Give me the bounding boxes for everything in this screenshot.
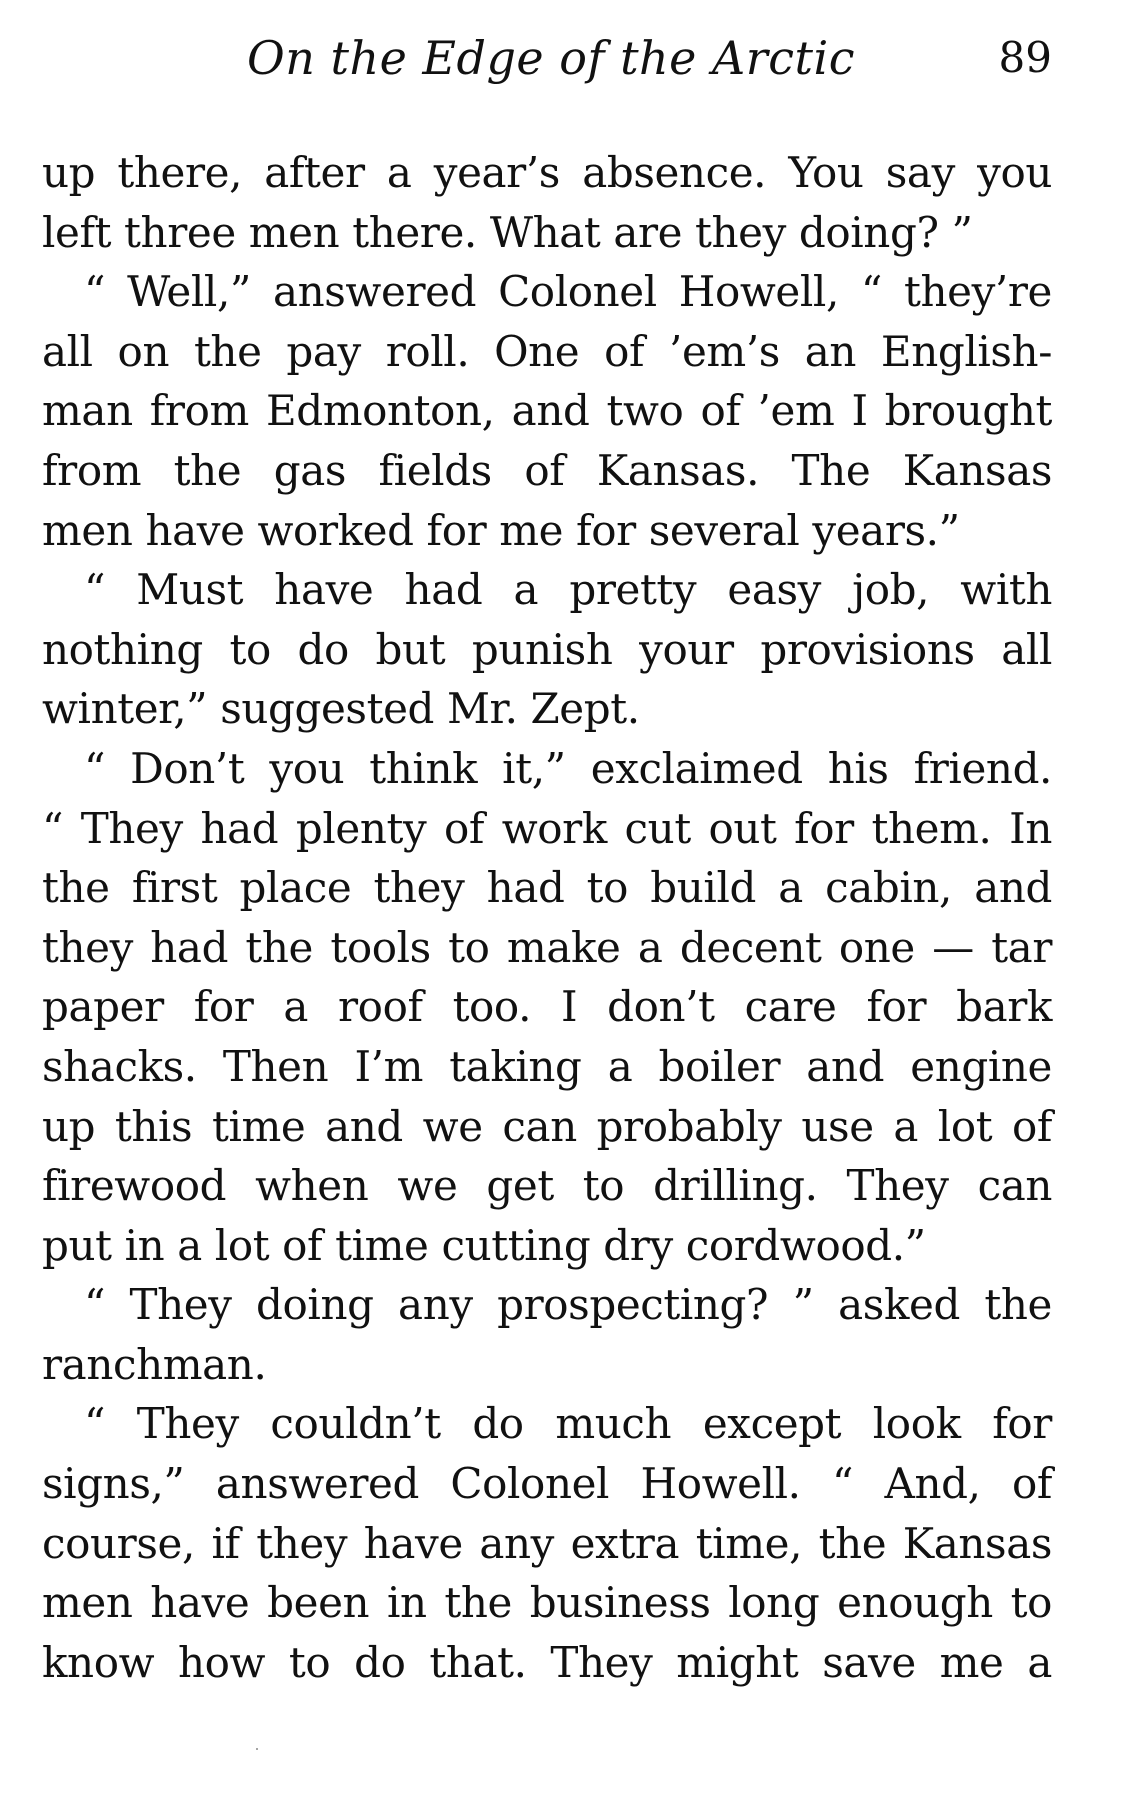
text-line: “ Well,” answered Colonel Howell, “ they’re (84, 267, 1052, 317)
text-line: firewood when we get to drilling. They can (42, 1161, 1052, 1211)
text-line: they had the tools to make a decent one — tar (42, 922, 1052, 972)
text-line: paper for a roof too. I don’t care for bark (42, 982, 1052, 1032)
text-line: up there, after a year’s absence. You say you (42, 148, 1052, 197)
text-line: ranchman. (42, 1339, 267, 1389)
text-line: “ They doing any prospecting? ” asked the (84, 1280, 1052, 1330)
text-line: up this time and we can probably use a lot of (42, 1101, 1052, 1151)
body-text (42, 143, 1052, 1692)
text-line: shacks. Then I’m taking a boiler and engine (42, 1041, 1052, 1091)
text-line: know how to do that. They might save me a (42, 1637, 1052, 1687)
text-line: the first place they had to build a cabin, and (42, 863, 1052, 913)
text-line: put in a lot of time cutting dry cordwood.” (42, 1220, 926, 1270)
text-line: course, if they have any extra time, the Kansas (42, 1518, 1052, 1568)
text-line: “ Don’t you think it,” exclaimed his friend. (84, 743, 1052, 793)
text-line: men have worked for me for several years.” (42, 505, 960, 555)
text-line: man from Edmonton, and two of ’em I brought (42, 386, 1052, 436)
text-line: men have been in the business long enough to (42, 1578, 1052, 1628)
text-line: “ They had plenty of work cut out for them. In (42, 803, 1052, 853)
page-number: 89 (998, 33, 1052, 82)
text-line: “ They couldn’t do much except look for (84, 1399, 1052, 1449)
text-line: signs,” answered Colonel Howell. “ And, of (42, 1459, 1052, 1509)
text-line: nothing to do but punish your provisions all (42, 624, 1052, 674)
page-header (42, 28, 1052, 88)
running-title: On the Edge of the Arctic (247, 31, 855, 85)
text-line: winter,” suggested Mr. Zept. (42, 684, 640, 734)
text-line: “ Must have had a pretty easy job, with (84, 565, 1052, 615)
text-line: left three men there. What are they doing? ” (42, 207, 973, 257)
print-speck (256, 1748, 258, 1750)
text-line: all on the pay roll. One of ’em’s an English- (42, 326, 1052, 376)
text-line: from the gas fields of Kansas. The Kansas (42, 445, 1052, 495)
